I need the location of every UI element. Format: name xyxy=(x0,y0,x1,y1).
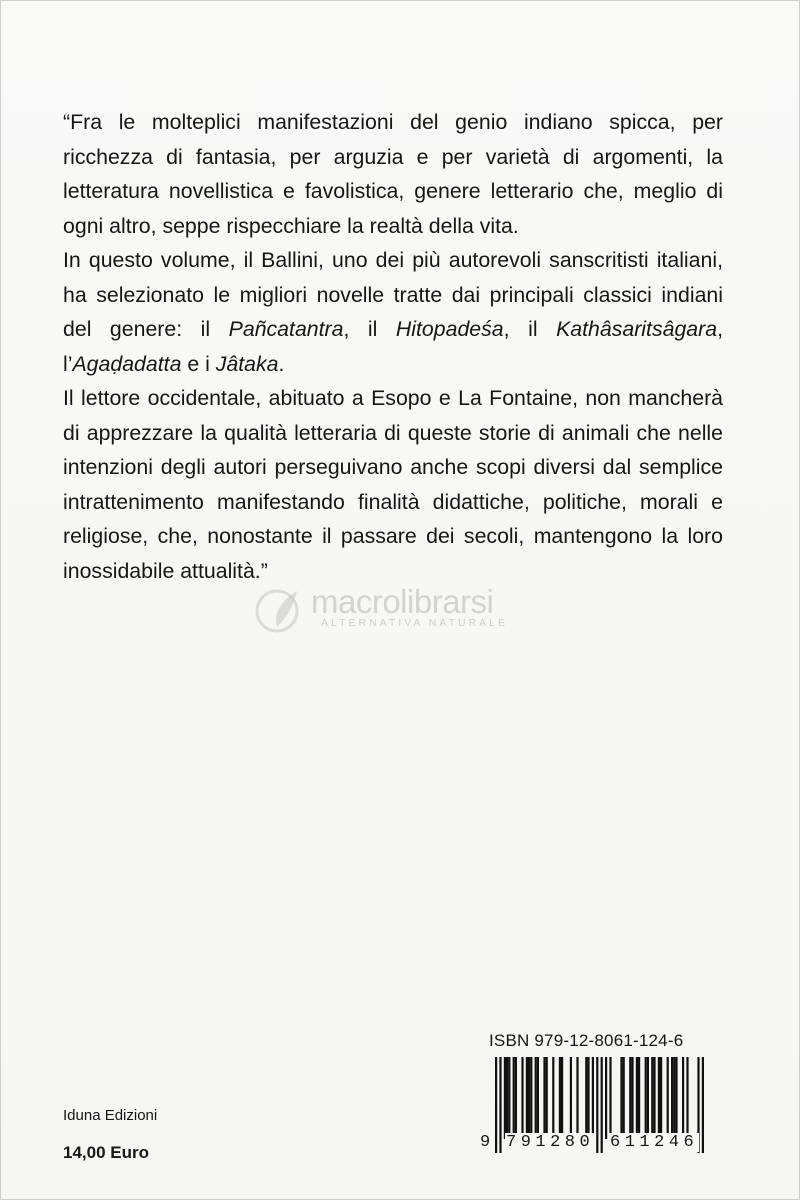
barcode-bar xyxy=(623,1057,625,1139)
barcode-bar xyxy=(609,1057,611,1139)
barcode-bar xyxy=(671,1057,673,1139)
barcode-bar xyxy=(561,1057,563,1139)
barcode-bar xyxy=(576,1057,578,1139)
barcode-bar xyxy=(660,1057,662,1139)
barcode-bar xyxy=(521,1057,523,1139)
barcode-bar xyxy=(675,1057,677,1139)
blurb-p2-sep: , il xyxy=(503,317,557,341)
barcode-bar xyxy=(682,1057,684,1139)
watermark-name: macrolibrarsi xyxy=(311,583,494,620)
barcode-bar xyxy=(530,1057,532,1139)
barcode-digit-first: 9 xyxy=(480,1133,491,1152)
barcode-bar xyxy=(592,1057,594,1139)
barcode-bar xyxy=(667,1057,669,1139)
publisher-name: Iduna Edizioni xyxy=(63,1107,158,1124)
barcode-bar xyxy=(526,1057,528,1139)
barcode-bar xyxy=(570,1057,572,1139)
title-agadadatta: Agaḍadatta xyxy=(72,351,182,376)
blurb-text xyxy=(63,105,723,588)
barcode-bar xyxy=(585,1057,587,1139)
barcode-bar xyxy=(559,1057,561,1139)
blurb-p2-end: . xyxy=(278,351,285,376)
title-kathasaritsagara: Kathâsaritsâgara xyxy=(556,317,718,341)
barcode-bar xyxy=(587,1057,589,1139)
title-hitopadesa: Hitopadeśa xyxy=(395,317,504,341)
barcode-bar xyxy=(605,1057,607,1139)
barcode-bar xyxy=(537,1057,539,1139)
barcode-bar xyxy=(528,1057,530,1139)
barcode-bar xyxy=(653,1057,655,1139)
barcode-bar xyxy=(504,1057,506,1139)
blurb-paragraph-2 xyxy=(63,243,723,381)
barcode-bar xyxy=(651,1057,653,1139)
barcode-bar xyxy=(636,1057,638,1139)
barcode-bar xyxy=(645,1057,647,1139)
barcode-bar xyxy=(631,1057,633,1139)
barcode-bar xyxy=(508,1057,510,1139)
barcode-bar xyxy=(552,1057,554,1139)
blurb-p2-sep: , l’ xyxy=(63,317,723,376)
watermark-leaf-icon xyxy=(253,583,305,635)
barcode-bar xyxy=(515,1057,517,1139)
title-pancatantra: Pañcatantra xyxy=(228,317,344,341)
barcode-bar xyxy=(546,1057,548,1139)
barcode-bar xyxy=(638,1057,640,1139)
barcode-bar xyxy=(535,1057,537,1139)
blurb-p2-sep: e i xyxy=(181,351,216,376)
blurb-paragraph-1: “Fra le molteplici manifestazioni del genio indiano spicca, per ricchezza di fantasia, per arguzia e per varietà di argomenti, la letteratura novellistica e favolistica, genere letterario che, meglio di ogni altro, seppe rispecchiare la realtà della vita. xyxy=(63,110,723,238)
watermark-tagline: ALTERNATIVA NATURALE xyxy=(321,617,508,629)
title-jataka: Jâtaka xyxy=(215,351,279,376)
watermark xyxy=(251,579,561,639)
barcode-bar xyxy=(647,1057,649,1139)
barcode-bar xyxy=(673,1057,675,1139)
barcode-bar xyxy=(629,1057,631,1139)
barcode-digits-left: 791280 xyxy=(506,1133,595,1152)
price: 14,00 Euro xyxy=(63,1143,149,1162)
barcode-bar xyxy=(686,1057,688,1139)
blurb-p2-sep: , il xyxy=(343,317,396,341)
barcode-digits xyxy=(479,1133,719,1155)
barcode-bar xyxy=(658,1057,660,1139)
barcode-bar xyxy=(506,1057,508,1139)
blurb-paragraph-3: Il lettore occidentale, abituato a Esopo e La Fontaine, non mancherà di apprezzare la qualità letteraria di queste storie di animali che nelle intenzioni degli autori perseguivano anche scopi diversi dal semplice intrattenimento manifestando finalità didattiche, politiche, morali e religiose, che, nonostante il passare dei secoli, mantengono la loro inossidabile attualità.” xyxy=(63,386,723,583)
barcode-bar xyxy=(513,1057,515,1139)
barcode-bar xyxy=(543,1057,545,1139)
isbn-label: ISBN 979-12-8061-124-6 xyxy=(489,1031,684,1050)
barcode-digits-right: 611246 xyxy=(610,1133,699,1152)
barcode-bar xyxy=(620,1057,622,1139)
blurb-p2-intro: In questo volume, il Ballini, uno dei più autorevoli sanscritisti italiani, ha selezionato le migliori novelle tratte dai principali classici indiani del genere: il xyxy=(63,248,723,341)
